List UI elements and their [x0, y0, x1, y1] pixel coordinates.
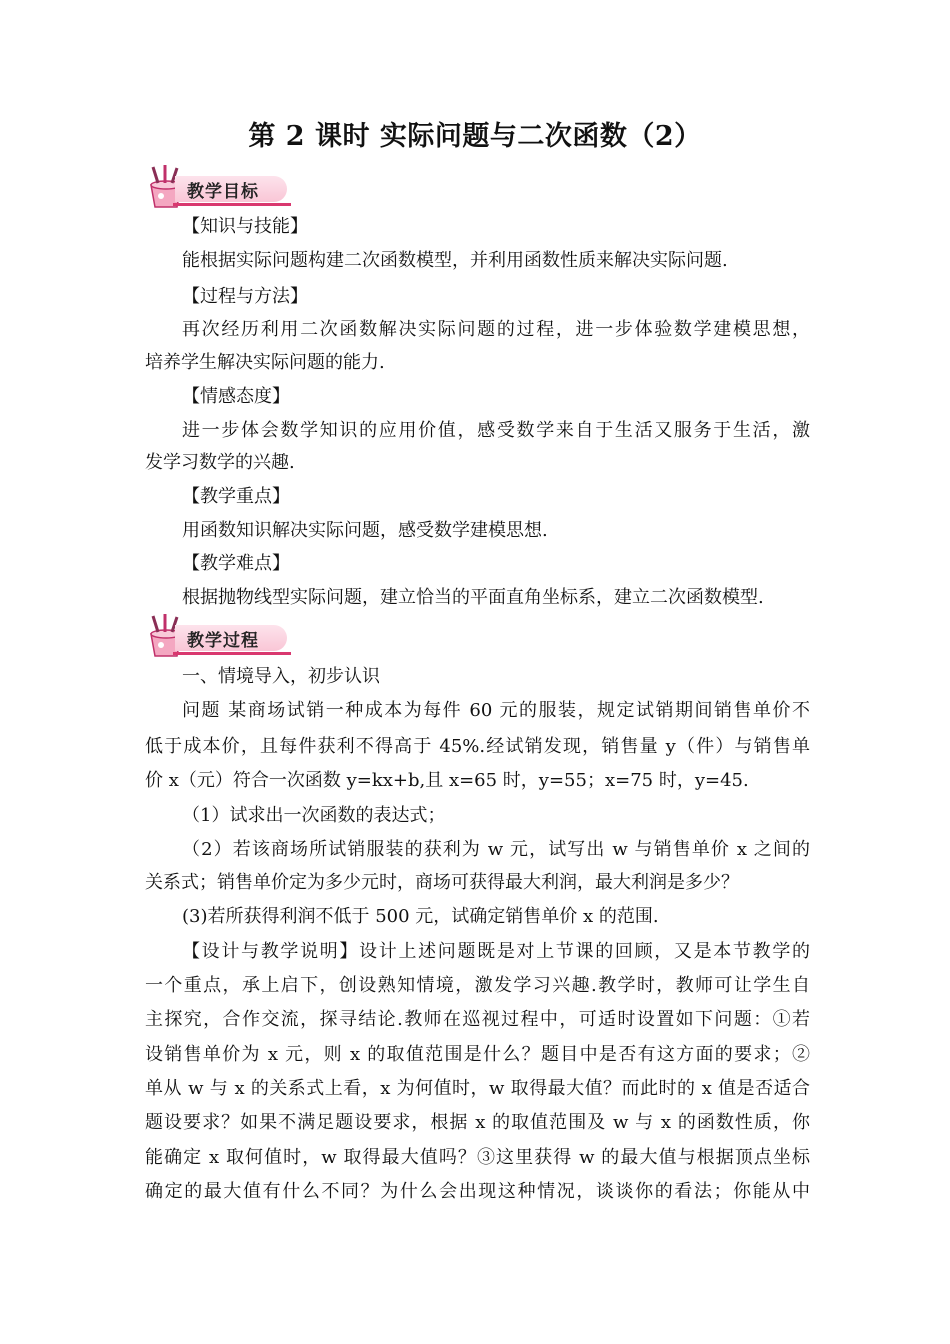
section-banner-process	[143, 612, 293, 658]
emotion-heading: 【情感态度】	[182, 386, 290, 407]
question-2-line: （2）若该商场所试销服装的获利为 w 元，试写出 w 与销售单价 x 之间的	[182, 839, 810, 860]
knowledge-heading: 【知识与技能】	[182, 216, 308, 237]
problem-line: 低于成本价，且每件获利不得高于 45%.经试销发现，销售量 y（件）与销售单	[145, 736, 810, 757]
design-note-line: 题设要求？如果不满足题设要求，根据 x 的取值范围及 w 与 x 的函数性质，你	[145, 1112, 810, 1133]
key-heading: 【教学重点】	[182, 486, 290, 507]
knowledge-text: 能根据实际问题构建二次函数模型，并利用函数性质来解决实际问题.	[182, 250, 728, 271]
design-note-line: 【设计与教学说明】设计上述问题既是对上节课的回顾，又是本节教学的	[182, 941, 810, 962]
design-note-line: 设销售单价为 x 元，则 x 的取值范围是什么？题目中是否有这方面的要求；②	[145, 1044, 810, 1065]
design-note-line: 单从 w 与 x 的关系式上看，x 为何值时，w 取得最大值？而此时的 x 值是否适合	[145, 1078, 810, 1099]
problem-line: 问题 某商场试销一种成本为每件 60 元的服装，规定试销期间销售单价不	[182, 700, 810, 721]
key-text: 用函数知识解决实际问题，感受数学建模思想.	[182, 520, 548, 541]
design-note-line: 确定的最大值有什么不同？为什么会出现这种情况，谈谈你的看法；你能从中	[145, 1181, 810, 1202]
design-note-line: 一个重点，承上启下，创设熟知情境，激发学习兴趣.教学时，教师可让学生自	[145, 975, 810, 996]
emotion-text-line: 发学习数学的兴趣.	[145, 452, 295, 473]
difficulty-heading: 【教学难点】	[182, 553, 290, 574]
intro-heading: 一、情境导入，初步认识	[182, 666, 380, 687]
section-heading: 教学目标	[187, 182, 259, 202]
question-3: (3)若所获得利润不低于 500 元，试确定销售单价 x 的范围.	[182, 906, 659, 927]
page-title: 第 2 课时 实际问题与二次函数（2）	[248, 121, 702, 152]
emotion-text-line: 进一步体会数学知识的应用价值，感受数学来自于生活又服务于生活，激	[182, 420, 810, 441]
process-text-line: 培养学生解决实际问题的能力.	[145, 352, 385, 373]
question-1: （1）试求出一次函数的表达式；	[182, 805, 446, 826]
process-heading: 【过程与方法】	[182, 286, 308, 307]
section-heading: 教学过程	[187, 631, 259, 651]
design-note-line: 能确定 x 取何值时，w 取得最大值吗？③这里获得 w 的最大值与根据顶点坐标	[145, 1147, 810, 1168]
section-banner-objectives	[143, 163, 293, 209]
question-2-line: 关系式；销售单价定为多少元时，商场可获得最大利润，最大利润是多少？	[145, 872, 739, 893]
problem-line: 价 x（元）符合一次函数 y=kx+b,且 x=65 时，y=55；x=75 时，y=45.	[145, 770, 749, 791]
process-text-line: 再次经历利用二次函数解决实际问题的过程，进一步体验数学建模思想，	[182, 319, 810, 340]
difficulty-text: 根据抛物线型实际问题，建立恰当的平面直角坐标系，建立二次函数模型.	[182, 587, 764, 608]
design-note-line: 主探究，合作交流，探寻结论.教师在巡视过程中，可适时设置如下问题：①若	[145, 1009, 810, 1030]
